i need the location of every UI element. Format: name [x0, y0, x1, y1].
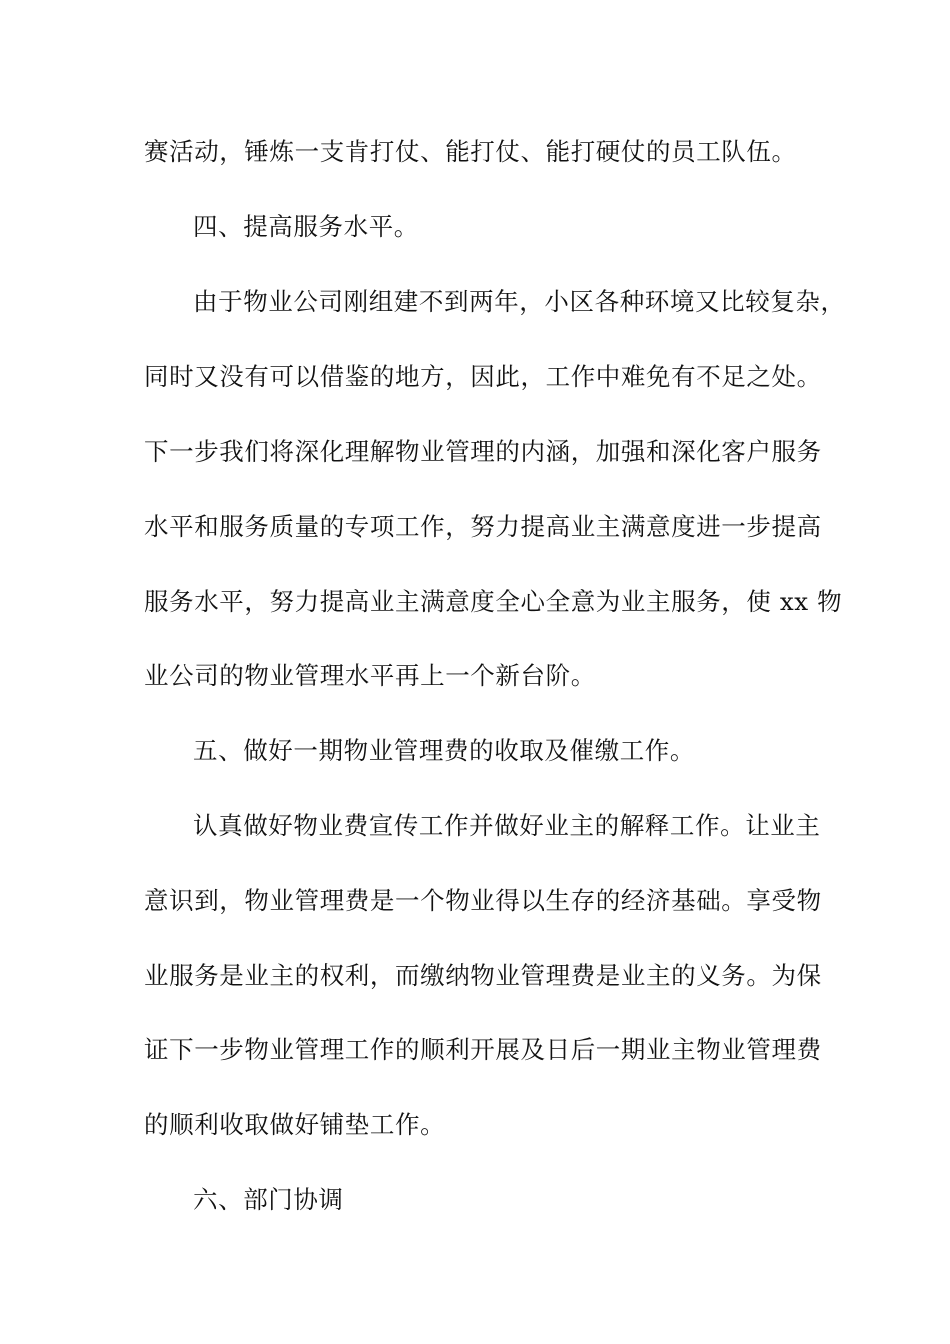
paragraph-line: 赛活动，锤炼一支肯打仗、能打仗、能打硬仗的员工队伍。 — [144, 137, 797, 166]
paragraph-line: 的顺利收取做好铺垫工作。 — [144, 1110, 446, 1139]
section-heading: 五、做好一期物业管理费的收取及催缴工作。 — [193, 736, 695, 765]
paragraph-line: 业公司的物业管理水平再上一个新台阶。 — [144, 661, 596, 690]
paragraph-line: 服务水平，努力提高业主满意度全心全意为业主服务，使 xx 物 — [144, 587, 843, 616]
paragraph-line: 意识到，物业管理费是一个物业得以生存的经济基础。享受物 — [144, 886, 822, 915]
section-heading: 六、部门协调 — [193, 1185, 344, 1214]
paragraph-line: 由于物业公司刚组建不到两年，小区各种环境又比较复杂， — [193, 287, 846, 316]
section-heading: 四、提高服务水平。 — [193, 212, 419, 241]
paragraph-line: 同时又没有可以借鉴的地方，因此，工作中难免有不足之处。 — [144, 362, 822, 391]
paragraph-line: 证下一步物业管理工作的顺利开展及日后一期业主物业管理费 — [144, 1035, 822, 1064]
paragraph-line: 认真做好物业费宣传工作并做好业主的解释工作。让业主 — [193, 811, 821, 840]
paragraph-line: 下一步我们将深化理解物业管理的内涵，加强和深化客户服务 — [144, 437, 822, 466]
paragraph-line: 水平和服务质量的专项工作，努力提高业主满意度进一步提高 — [144, 512, 822, 541]
paragraph-line: 业服务是业主的权利，而缴纳物业管理费是业主的义务。为保 — [144, 961, 822, 990]
